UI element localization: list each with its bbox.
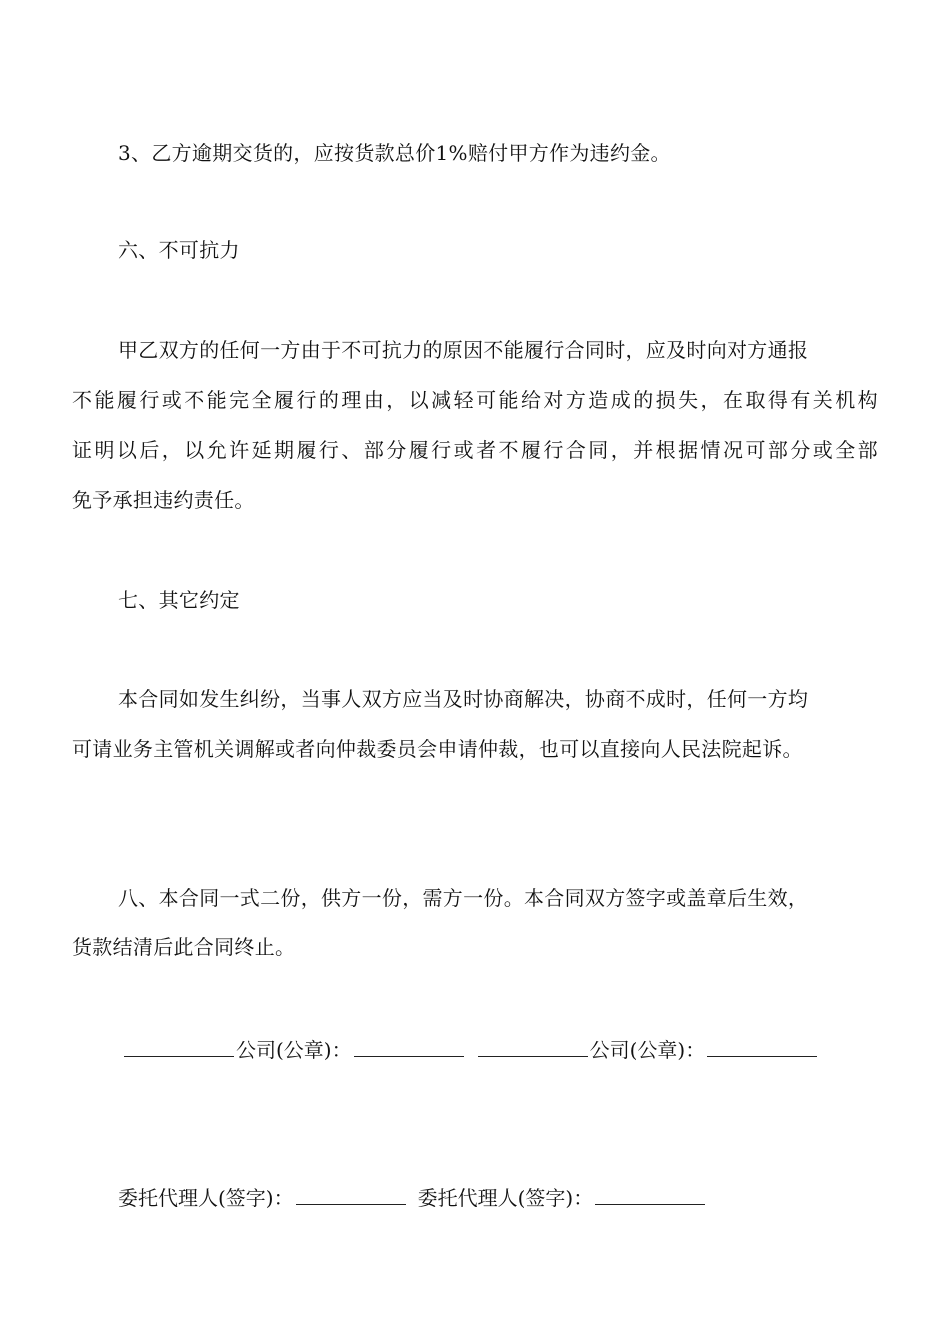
party-a-company-label: 公司(公章)： bbox=[236, 1038, 352, 1062]
clause7-line-2: 可请业务主管机关调解或者向仲裁委员会申请仲裁，也可以直接向人民法院起诉。 bbox=[72, 737, 803, 761]
party-a-seal-blank[interactable] bbox=[354, 1038, 464, 1057]
clause5-item3: 3、乙方逾期交货的，应按货款总价1%赔付甲方作为违约金。 bbox=[118, 141, 671, 165]
party-b-agent-label: 委托代理人(签字)： bbox=[417, 1186, 594, 1210]
party-b-seal-blank[interactable] bbox=[707, 1038, 817, 1057]
clause6-heading: 六、不可抗力 bbox=[118, 238, 240, 262]
party-b-company-label: 公司(公章)： bbox=[589, 1038, 706, 1062]
party-a-agent-label: 委托代理人(签字)： bbox=[118, 1186, 294, 1210]
clause6-line-1: 甲乙双方的任何一方由于不可抗力的原因不能履行合同时，应及时向对方通报 bbox=[118, 338, 809, 362]
party-a-agent-signature-blank[interactable] bbox=[296, 1186, 406, 1205]
clause7-heading: 七、其它约定 bbox=[118, 588, 240, 612]
party-b-agent-signature-blank[interactable] bbox=[595, 1186, 705, 1205]
agent-signature-row bbox=[118, 1185, 707, 1211]
company-seal-row bbox=[122, 1037, 819, 1063]
party-a-company-name-blank[interactable] bbox=[124, 1038, 234, 1057]
clause8-line-1: 八、本合同一式二份，供方一份，需方一份。本合同双方签字或盖章后生效， bbox=[118, 886, 809, 910]
clause8-line-2: 货款结清后此合同终止。 bbox=[72, 935, 296, 959]
clause7-line-1: 本合同如发生纠纷，当事人双方应当及时协商解决，协商不成时，任何一方均 bbox=[118, 687, 809, 711]
clause6-line-2: 不能履行或不能完全履行的理由，以减轻可能给对方造成的损失，在取得有关机构 bbox=[72, 388, 878, 412]
party-b-company-name-blank[interactable] bbox=[478, 1038, 588, 1057]
clause6-line-3: 证明以后，以允许延期履行、部分履行或者不履行合同，并根据情况可部分或全部 bbox=[72, 438, 878, 462]
clause6-line-4: 免予承担违约责任。 bbox=[72, 488, 255, 512]
